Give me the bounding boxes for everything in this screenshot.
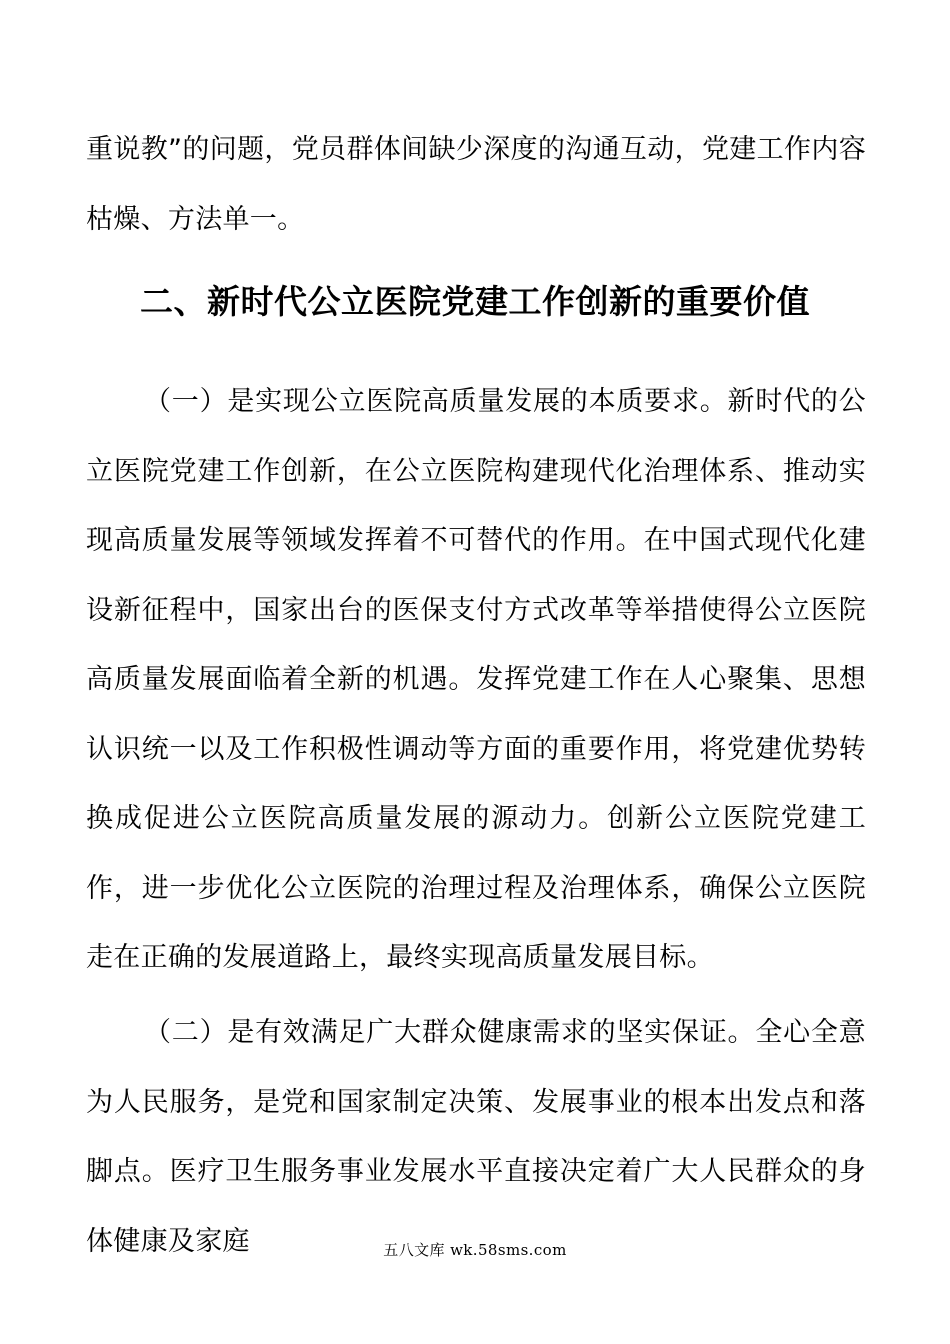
body-paragraph-one: （一）是实现公立医院高质量发展的本质要求。新时代的公立医院党建工作创新，在公立医院构建现代化治理体系、推动实现高质量发展等领域发挥着不可替代的作用。在中国式现代化建设新征程中，国家出台的医保支付方式改革等举措使得公立医院高质量发展面临着全新的机遇。发挥党建工作在人心聚集、思想认识统一以及工作积极性调动等方面的重要作用，将党建优势转换成促进公立医院高质量发展的源动力。创新公立医院党建工作，进一步优化公立医院的治理过程及治理体系，确保公立医院走在正确的发展道路上，最终实现高质量发展目标。 xyxy=(86,386,866,973)
section-heading: 二、新时代公立医院党建工作创新的重要价值 xyxy=(140,282,810,321)
body-paragraph-continued: 重说教”的问题，党员群体间缺少深度的沟通互动，党建工作内容枯燥、方法单一。 xyxy=(86,134,866,235)
footer-watermark: 五八文库 wk.58sms.com xyxy=(383,1241,567,1259)
body-paragraph-two: （二）是有效满足广大群众健康需求的坚实保证。全心全意为人民服务，是党和国家制定决策、发展事业的根本出发点和落脚点。医疗卫生服务事业发展水平直接决定着广大人民群众的身体健康及家庭 xyxy=(86,1017,866,1257)
